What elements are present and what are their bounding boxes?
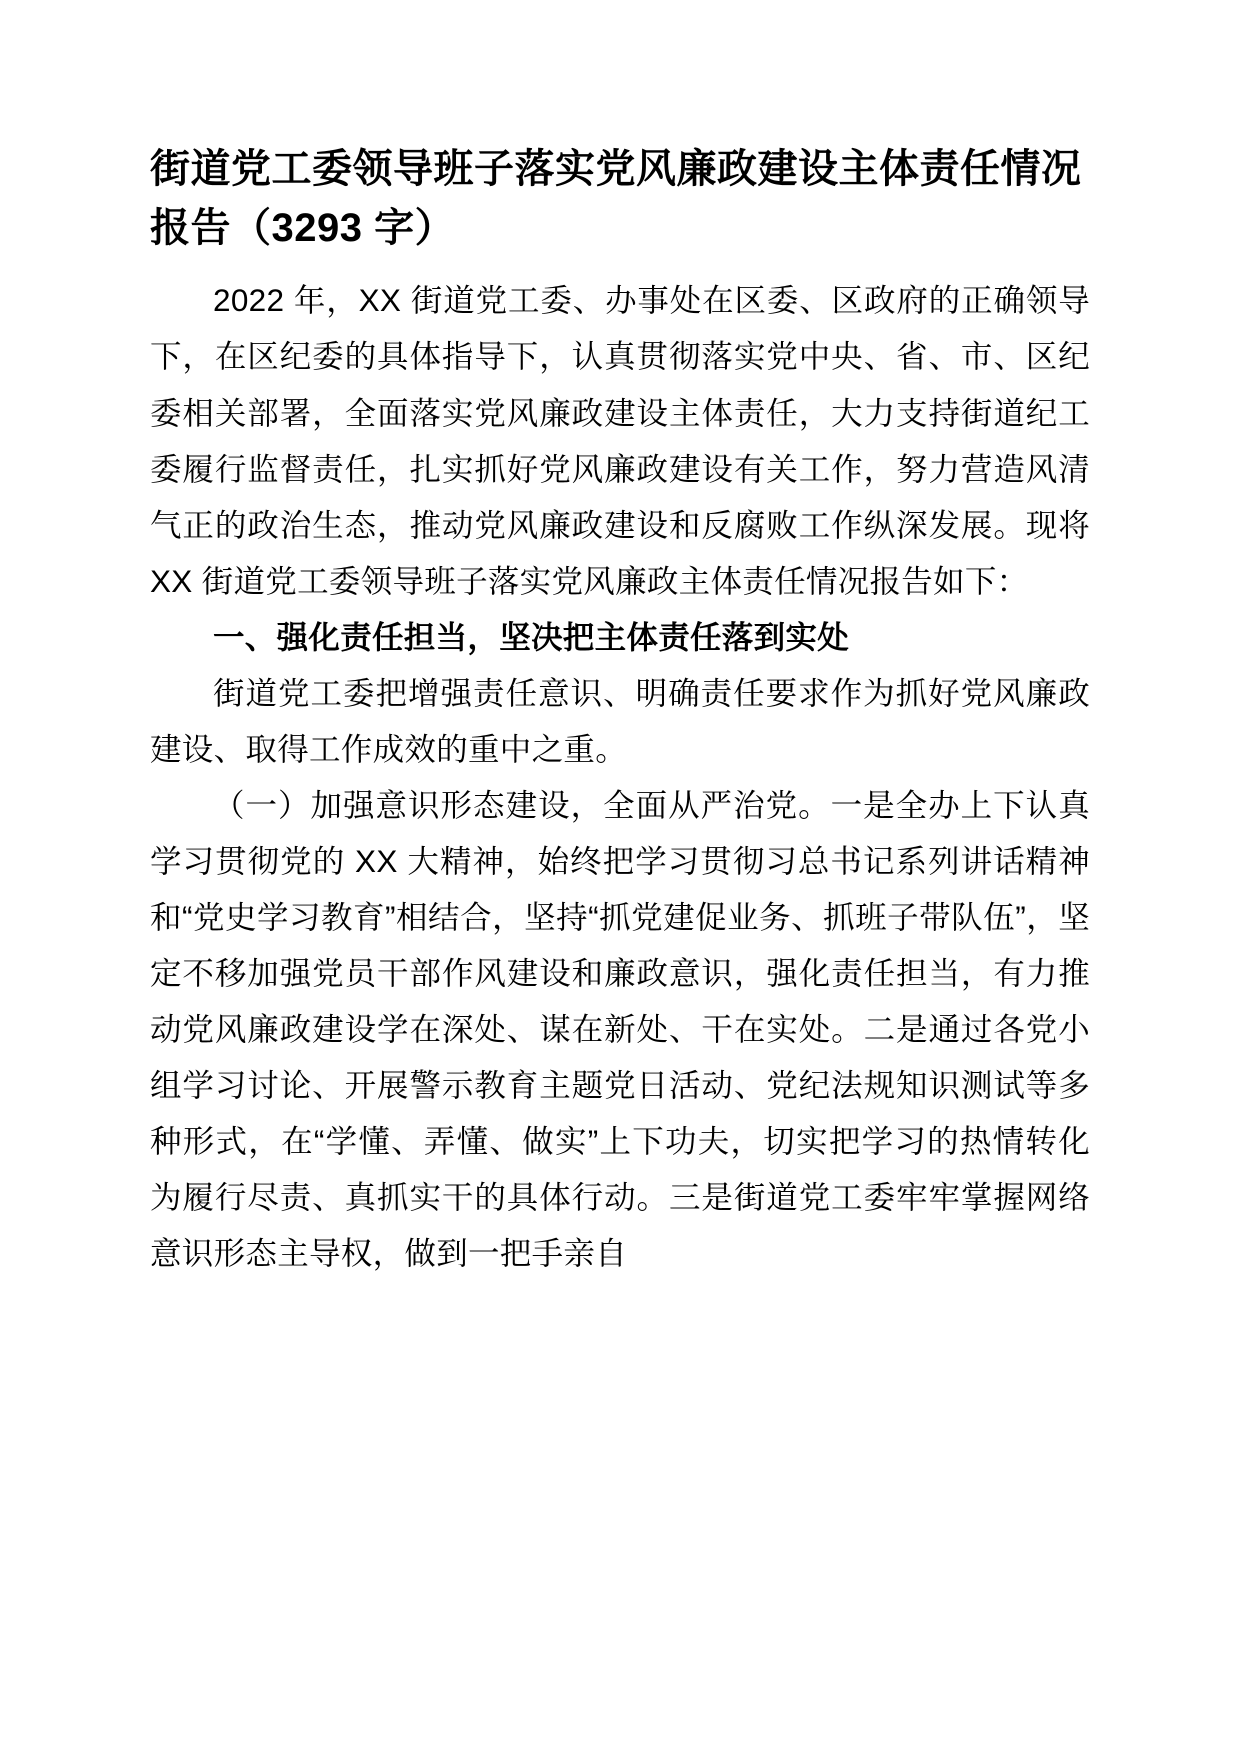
paragraph-section-1-lead: 街道党工委把增强责任意识、明确责任要求作为抓好党风廉政建设、取得工作成效的重中之重。	[150, 674, 1090, 767]
section-heading-1: 一、强化责任担当，坚决把主体责任落到实处	[213, 618, 850, 655]
paragraph-section-1-1: （一）加强意识形态建设，全面从严治党。一是全办上下认真学习贯彻党的 XX 大精神，始终把学习贯彻习总书记系列讲话精神和“党史学习教育”相结合，坚持“抓党建促业务、抓班子带队伍”，坚定不移加强党员干部作风建设和廉政意识，强化责任担当，有力推动党风廉政建设学在深处、谋在新处、干在实处。二是通过各党小组学习讨论、开展警示教育主题党日活动、党纪法规知识测试等多种形式，在“学懂、弄懂、做实”上下功夫，切实把学习的热情转化为履行尽责、真抓实干的具体行动。三是街道党工委牢牢掌握网络意识形态主导权，做到一把手亲自	[150, 786, 1090, 1272]
paragraph-intro: 2022 年，XX 街道党工委、办事处在区委、区政府的正确领导下，在区纪委的具体指导下，认真贯彻落实党中央、省、市、区纪委相关部署，全面落实党风廉政建设主体责任，大力支持街道纪工委履行监督责任，扎实抓好党风廉政建设有关工作，努力营造风清气正的政治生态，推动党风廉政建设和反腐败工作纵深发展。现将 XX 街道党工委领导班子落实党风廉政主体责任情况报告如下：	[150, 282, 1090, 599]
page-title: 街道党工委领导班子落实党风廉政建设主体责任情况报告（3293 字）	[150, 147, 1082, 251]
